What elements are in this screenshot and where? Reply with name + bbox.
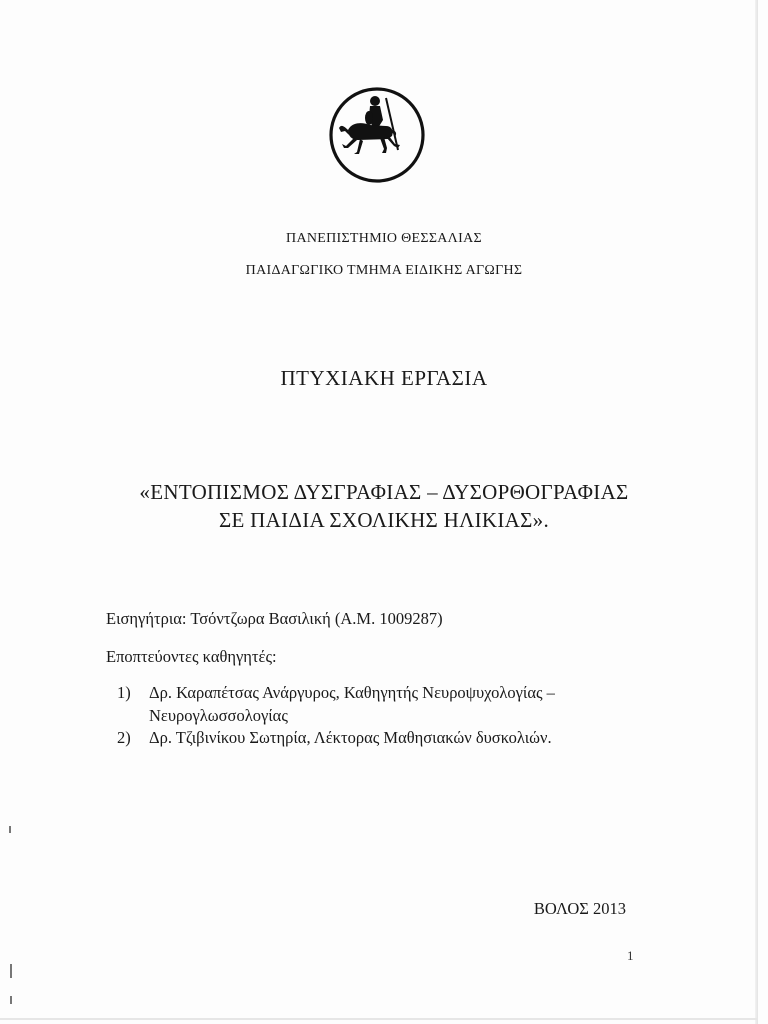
supervisor-1-number: 1) xyxy=(117,683,131,702)
presenter-line: Εισηγήτρια: Τσόντζωρα Βασιλική (Α.Μ. 1009287) xyxy=(106,609,443,628)
university-emblem-icon xyxy=(328,86,426,184)
supervisors-label: Εποπτεύοντες καθηγητές: xyxy=(106,647,277,666)
supervisor-2-number: 2) xyxy=(117,728,131,747)
department-name: ΠΑΙΔΑΓΩΓΙΚΟ ΤΜΗΜΑ ΕΙΔΙΚΗΣ ΑΓΩΓΗΣ xyxy=(245,263,523,278)
scan-speck xyxy=(9,826,11,833)
scan-speck xyxy=(10,996,12,1004)
thesis-title-line-1: «ΕΝΤΟΠΙΣΜΟΣ ΔΥΣΓΡΑΦΙΑΣ – ΔΥΣΟΡΘΟΓΡΑΦΙΑΣ xyxy=(139,480,629,504)
scan-shadow-bottom xyxy=(0,1018,758,1020)
supervisor-2-line-1: Δρ. Τζιβινίκου Σωτηρία, Λέκτορας Μαθησιακών δυσκολιών. xyxy=(149,728,552,747)
scan-speck xyxy=(10,964,12,978)
page-number: 1 xyxy=(627,948,634,963)
document-type-heading: ΠΤΥΧΙΑΚΗ ΕΡΓΑΣΙΑ xyxy=(280,366,488,390)
thesis-title-line-2: ΣΕ ΠΑΙΔΙΑ ΣΧΟΛΙΚΗΣ ΗΛΙΚΙΑΣ». xyxy=(218,508,550,532)
supervisor-1-line-1: Δρ. Καραπέτσας Ανάργυρος, Καθηγητής Νευροψυχολογίας – xyxy=(149,683,555,702)
supervisor-1-line-2: Νευρογλωσσολογίας xyxy=(149,706,288,725)
university-name: ΠΑΝΕΠΙΣΤΗΜΙΟ ΘΕΣΣΑΛΙΑΣ xyxy=(286,231,482,246)
place-and-year: ΒΟΛΟΣ 2013 xyxy=(533,899,626,918)
